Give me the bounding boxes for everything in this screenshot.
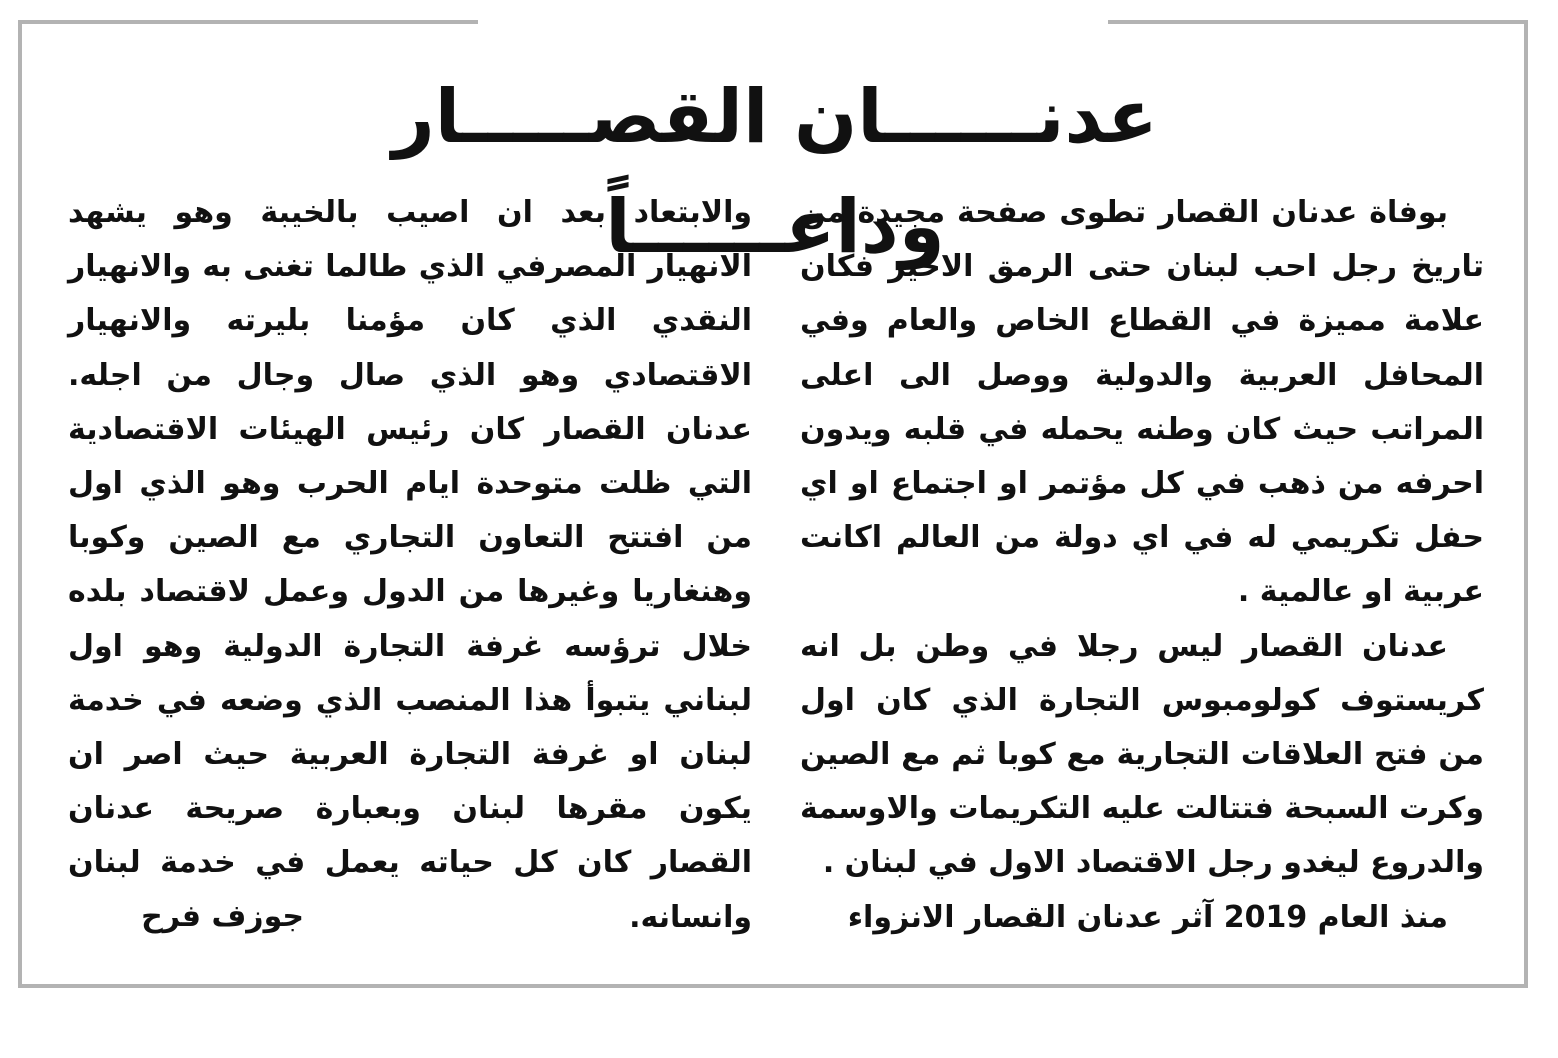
paragraph-right-3: منذ العام 2019 آثر عدنان القصار الانزواء [847,899,1448,935]
title-frame-gap [478,10,1108,36]
paragraph-right-2: عدنان القصار ليس رجلا في وطن بل انه كريستوف كولومبوس التجارة الذي كان اول من فتح العلاقات التجارية مع كوبا ثم مع الصين وكرت السبحة فتتالت عليه التكريمات والاوسمة والدروع ليغدو رجل الاقتصاد الاول في لبنان . [800,628,1484,881]
article-title: عدنــــــان القصـــــار وداعــــــاً [392,74,1158,270]
article-column-right [800,186,1484,945]
paragraph-left-1: والابتعاد بعد ان اصيب بالخيبة وهو يشهد الانهيار المصرفي الذي طالما تغنى به والانهيار النقدي الذي كان مؤمنا بليرته والانهيار الاقتصادي وهو الذي صال وجال من اجله. عدنان القصار كان رئيس الهيئات الاقتصادية التي ظلت متوحدة ايام الحرب وهو الذي اول من افتتح التعاون التجاري مع الصين وكوبا وهنغاريا وغيرها من الدول وعمل لاقتصاد بلده خلال ترؤسه غرفة التجارة الدولية وهو اول لبناني يتبوأ هذا المنصب الذي وضعه في خدمة لبنان او غرفة التجارة العربية حيث اصر ان يكون مقرها لبنان وبعبارة صريحة عدنان القصار كان كل حياته يعمل في خدمة لبنان وانسانه. [68,195,752,935]
article-column-left [68,186,752,945]
paragraph-right-1: بوفاة عدنان القصار تطوى صفحة مجيدة من تاريخ رجل احب لبنان حتى الرمق الاخير فكان علامة مميزة في القطاع الخاص والعام وفي المحافل العربية والدولية ووصل الى اعلى المراتب حيث كان وطنه يحمله في قلبه ويدون احرفه من ذهب في كل مؤتمر او اجتماع او اي حفل تكريمي له في اي دولة من العالم اكانت عربية او عالمية . [800,195,1484,610]
author-signature: جوزف فرح [141,899,304,934]
